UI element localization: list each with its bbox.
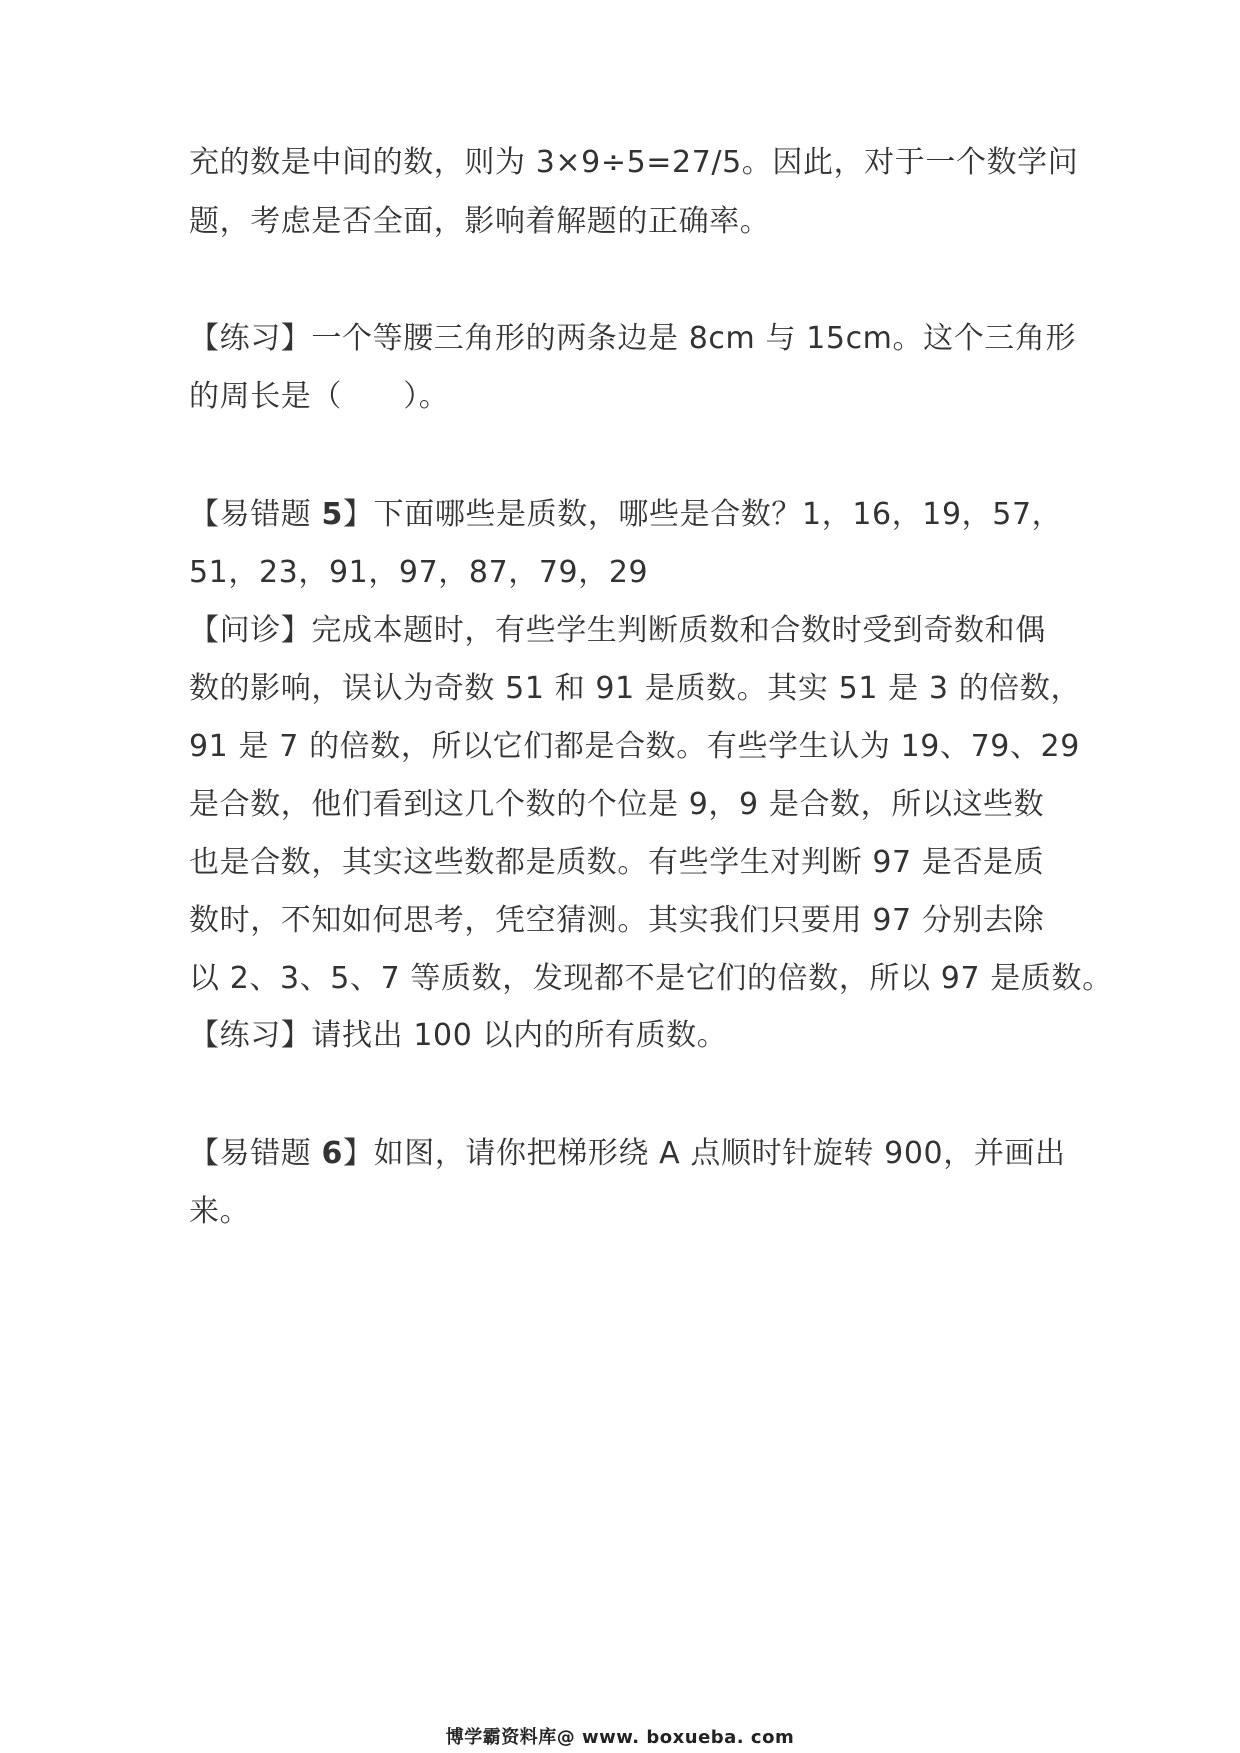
question-heading: [189, 1134, 1069, 1174]
text-line: 【练习】请找出 100 以内的所有质数。: [189, 1018, 728, 1053]
text-line: 以 2、3、5、7 等质数，发现都不是它们的倍数，所以 97 是质数。: [189, 961, 1113, 996]
text-line: 是合数，他们看到这几个数的个位是 9，9 是合数，所以这些数: [189, 787, 1045, 822]
question-number: 6: [321, 1136, 344, 1171]
text-line: 也是合数，其实这些数都是质数。有些学生对判断 97 是否是质: [189, 845, 1045, 880]
text-line: 【练习】一个等腰三角形的两条边是 8cm 与 15cm。这个三角形: [189, 321, 1077, 356]
text-line: 来。: [189, 1194, 251, 1229]
text-line: 数时，不知如何思考，凭空猜测。其实我们只要用 97 分别去除: [189, 903, 1045, 938]
question-number: 5: [321, 497, 344, 532]
text-line: 充的数是中间的数，则为 3×9÷5=27/5。因此，对于一个数学问: [189, 145, 1079, 180]
text-line: 数的影响，误认为奇数 51 和 91 是质数。其实 51 是 3 的倍数，: [189, 671, 1082, 706]
footer-watermark: 博学霸资料库@ www. boxueba. com: [445, 1727, 795, 1748]
text-line: 51，23，91，97，87，79，29: [189, 555, 649, 590]
heading-suffix: 】下面哪些是质数，哪些是合数？1，16，19，57，: [343, 497, 1063, 532]
heading-prefix: 【易错题: [189, 497, 322, 532]
text-line: 91 是 7 的倍数，所以它们都是合数。有些学生认为 19、79、29: [189, 729, 1080, 764]
question-heading: [189, 495, 1069, 535]
heading-suffix: 】如图，请你把梯形绕 A 点顺时针旋转 900，并画出: [343, 1136, 1066, 1171]
text-line: 【问诊】完成本题时，有些学生判断质数和合数时受到奇数和偶: [189, 613, 1046, 648]
text-line: 题，考虑是否全面，影响着解题的正确率。: [189, 204, 771, 239]
heading-prefix: 【易错题: [189, 1136, 322, 1171]
text-line: 的周长是（ ）。: [189, 379, 450, 414]
